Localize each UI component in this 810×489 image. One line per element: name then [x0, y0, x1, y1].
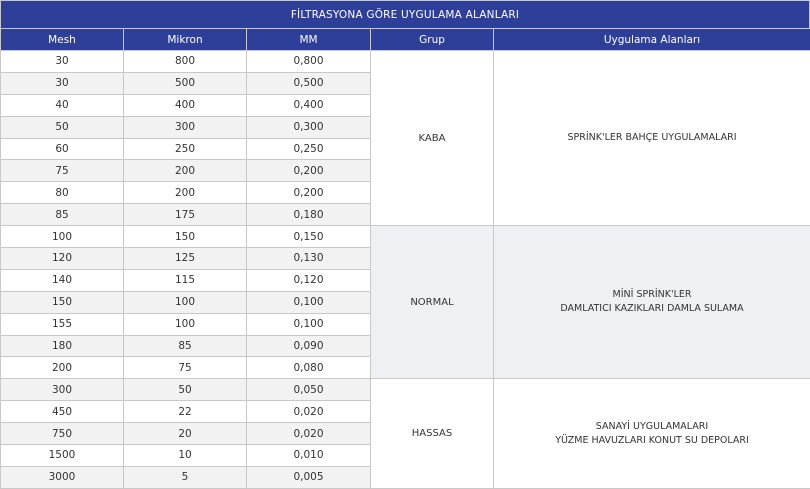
mm-cell: 0,800 — [247, 51, 371, 73]
mesh-cell: 80 — [1, 182, 124, 204]
mesh-cell: 750 — [1, 423, 124, 445]
mikron-cell: 20 — [124, 423, 247, 445]
mikron-cell: 150 — [124, 226, 247, 248]
mesh-cell: 150 — [1, 291, 124, 313]
mm-cell: 0,005 — [247, 466, 371, 488]
application-line: SANAYİ UYGULAMALARI — [595, 420, 709, 432]
mesh-cell: 30 — [1, 51, 124, 73]
mesh-cell: 40 — [1, 94, 124, 116]
mm-cell: 0,150 — [247, 226, 371, 248]
mm-cell: 0,080 — [247, 357, 371, 379]
application-cell — [494, 51, 810, 226]
mesh-cell: 100 — [1, 226, 124, 248]
mikron-cell: 115 — [124, 269, 247, 291]
header-mm: MM — [247, 29, 371, 51]
mesh-cell: 450 — [1, 401, 124, 423]
mikron-cell: 100 — [124, 291, 247, 313]
table-title: FİLTRASYONA GÖRE UYGULAMA ALANLARI — [0, 0, 810, 28]
mm-cell: 0,130 — [247, 248, 371, 270]
header-mikron: Mikron — [124, 29, 247, 51]
mikron-cell: 50 — [124, 379, 247, 401]
mesh-cell: 75 — [1, 160, 124, 182]
mikron-cell: 22 — [124, 401, 247, 423]
header-grup: Grup — [371, 29, 494, 51]
filtration-table — [0, 28, 810, 489]
header-mesh: Mesh — [1, 29, 124, 51]
mm-cell: 0,300 — [247, 116, 371, 138]
mm-cell: 0,200 — [247, 182, 371, 204]
mikron-cell: 800 — [124, 51, 247, 73]
mesh-cell: 140 — [1, 269, 124, 291]
mesh-cell: 3000 — [1, 466, 124, 488]
mikron-cell: 175 — [124, 204, 247, 226]
mikron-cell: 200 — [124, 160, 247, 182]
mesh-cell: 60 — [1, 138, 124, 160]
mm-cell: 0,010 — [247, 445, 371, 467]
mikron-cell: 300 — [124, 116, 247, 138]
mikron-cell: 200 — [124, 182, 247, 204]
mm-cell: 0,100 — [247, 313, 371, 335]
mikron-cell: 100 — [124, 313, 247, 335]
mikron-cell: 5 — [124, 466, 247, 488]
mesh-cell: 120 — [1, 248, 124, 270]
group-cell: HASSAS — [371, 379, 494, 488]
mesh-cell: 155 — [1, 313, 124, 335]
application-line: SPRİNK'LER BAHÇE UYGULAMALARI — [567, 132, 737, 144]
application-line: YÜZME HAVUZLARI KONUT SU DEPOLARI — [555, 434, 749, 446]
mm-cell: 0,100 — [247, 291, 371, 313]
mm-cell: 0,500 — [247, 72, 371, 94]
mesh-cell: 200 — [1, 357, 124, 379]
header-row — [1, 29, 810, 51]
table-row — [1, 226, 810, 248]
mikron-cell: 10 — [124, 445, 247, 467]
mikron-cell: 250 — [124, 138, 247, 160]
mm-cell: 0,250 — [247, 138, 371, 160]
mm-cell: 0,400 — [247, 94, 371, 116]
application-line: MİNİ SPRİNK'LER — [612, 289, 692, 301]
table-row — [1, 51, 810, 73]
mm-cell: 0,050 — [247, 379, 371, 401]
mesh-cell: 180 — [1, 335, 124, 357]
mesh-cell: 300 — [1, 379, 124, 401]
mesh-cell: 50 — [1, 116, 124, 138]
header-uygulama: Uygulama Alanları — [494, 29, 810, 51]
mm-cell: 0,180 — [247, 204, 371, 226]
mm-cell: 0,120 — [247, 269, 371, 291]
mikron-cell: 500 — [124, 72, 247, 94]
group-cell: KABA — [371, 51, 494, 226]
mm-cell: 0,020 — [247, 401, 371, 423]
mesh-cell: 1500 — [1, 445, 124, 467]
mikron-cell: 75 — [124, 357, 247, 379]
application-cell — [494, 379, 810, 488]
table-row — [1, 379, 810, 401]
mm-cell: 0,200 — [247, 160, 371, 182]
mesh-cell: 30 — [1, 72, 124, 94]
mm-cell: 0,090 — [247, 335, 371, 357]
mikron-cell: 400 — [124, 94, 247, 116]
mm-cell: 0,020 — [247, 423, 371, 445]
mikron-cell: 85 — [124, 335, 247, 357]
application-cell — [494, 226, 810, 379]
group-cell: NORMAL — [371, 226, 494, 379]
mesh-cell: 85 — [1, 204, 124, 226]
mikron-cell: 125 — [124, 248, 247, 270]
application-line: DAMLATICI KAZIKLARI DAMLA SULAMA — [560, 303, 744, 315]
table-body — [1, 51, 810, 489]
